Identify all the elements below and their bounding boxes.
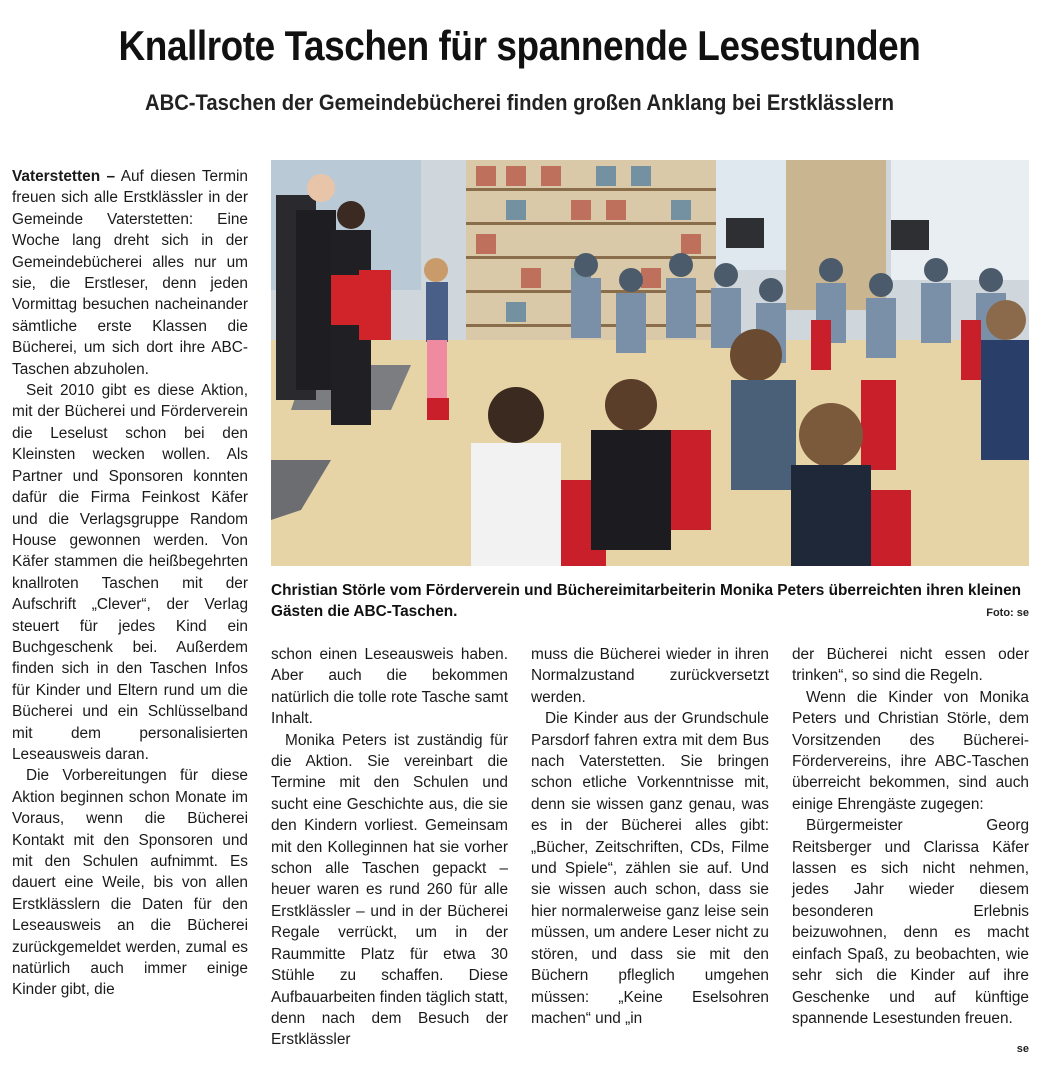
paragraph: schon einen Leseausweis haben. Aber auch die bekommen natürlich die tolle rote Tasche samt Inhalt. xyxy=(271,646,508,728)
paragraph: Bürgermeister Georg Reitsberger und Clarissa Käfer lassen es sich nicht nehmen, jedes Jahr wieder diesem besonderen Erlebnis beizuwohnen, denn es macht einfach Spaß, zu beobachten, wie sehr sich die Kinder auf ihre Geschenke und auf künftige spannende Lesestunden freuen. xyxy=(792,817,1029,1027)
text-column-1 xyxy=(12,166,248,1001)
paragraph: muss die Bücherei wieder in ihren Normalzustand zurückversetzt werden. xyxy=(531,646,769,706)
text-column-3 xyxy=(531,644,769,1029)
paragraph: Seit 2010 gibt es diese Aktion, mit der Bücherei und Förderverein die Leselust schon bei den Kleinsten wecken wollen. Als Partner und Sponsoren konnten dafür die Firma Feinkost Käfer und die Verlagsgruppe Random House gewonnen werden. Von Käfer stammen die heißbegehrten knallroten Taschen mit der Aufschrift „Clever“, der Verlag steuert für jedes Kind ein Buchgeschenk bei. Außerdem finden sich in den Taschen Infos für Kinder und Eltern rund um die Bücherei und ein Schlüsselband mit dem personalisierten Leseausweis daran. xyxy=(12,382,248,763)
text-column-2 xyxy=(271,644,508,1051)
paragraph: Die Kinder aus der Grundschule Parsdorf fahren extra mit dem Bus nach Vaterstetten. Sie bringen schon etliche Vorkenntnisse mit, denn sie wissen ganz genau, was es in der Bücherei alles gibt: „Bücher, Zeitschriften, CDs, Filme und Spiele“, zählen sie auf. Und sie wissen auch schon, dass sie hier normalerweise ganz leise sein müssen, um andere Leser nicht zu stören, und dass sie mit den Büchern pfleglich umgehen müssen: „Keine Eselsohren machen“ und „in xyxy=(531,710,769,1027)
article-photo xyxy=(271,160,1029,566)
text-column-4 xyxy=(792,644,1029,1029)
photo-caption: Christian Störle vom Förderverein und Büchereimitarbeiterin Monika Peters überreichten ihren kleinen Gästen die ABC-Taschen. xyxy=(271,582,1022,620)
paragraph: Wenn die Kinder von Monika Peters und Christian Störle, dem Vorsitzenden des Bücherei-Fördervereins, ihre ABC-Taschen überreicht bekommen, sind auch einige Ehrengäste zugegen: xyxy=(792,688,1029,813)
paragraph xyxy=(12,166,248,380)
paragraph: Monika Peters ist zuständig für die Aktion. Sie vereinbart die Termine mit den Schulen und sucht eine Geschichte aus, die sie den Kindern vorliest. Gemeinsam mit den Kolleginnen hat sie vorher schon alle Taschen gepackt – heuer waren es rund 260 für alle Erstklässler – und in der Bücherei Regale verrückt, um in der Raummitte Platz für etwa 30 Stühle zu schaffen. Diese Aufbauarbeiten finden täglich statt, denn nach dem Besuch der Erstklässler xyxy=(271,731,509,1049)
paragraph-text: Auf diesen Termin freuen sich alle Erstklässler in der Gemeinde Vaterstetten: Eine Woche lang dreht sich in der Gemeindebücherei alles nur um sie, die Erstleser, denn jeden Vormittag besuchen nacheinander sämtliche erste Klassen die Bücherei, um sich dort ihre ABC-Taschen abzuholen. xyxy=(12,168,248,378)
dateline: Vaterstetten – xyxy=(12,168,116,185)
author-signature: se xyxy=(1016,1043,1029,1055)
article-headline: Knallrote Taschen für spannende Lesestunden xyxy=(118,22,921,69)
paragraph: der Bücherei nicht essen oder trinken“, so sind die Regeln. xyxy=(792,646,1029,685)
library-scene-illustration xyxy=(271,160,1029,566)
article-subheadline: ABC-Taschen der Gemeindebücherei finden großen Anklang bei Erstklässlern xyxy=(144,90,895,115)
paragraph: Die Vorbereitungen für diese Aktion beginnen schon Monate im Voraus, wenn die Bücherei Kontakt mit den Sponsoren und mit den Schulen aufnimmt. Es dauert eine Weile, bis von allen Erstklässlern die Daten für den Leseausweis an die Bücherei zurückgemeldet werden, zumal es natürlich auch immer einige Kinder gibt, die xyxy=(12,767,248,999)
photo-credit: Foto: se xyxy=(986,607,1029,619)
